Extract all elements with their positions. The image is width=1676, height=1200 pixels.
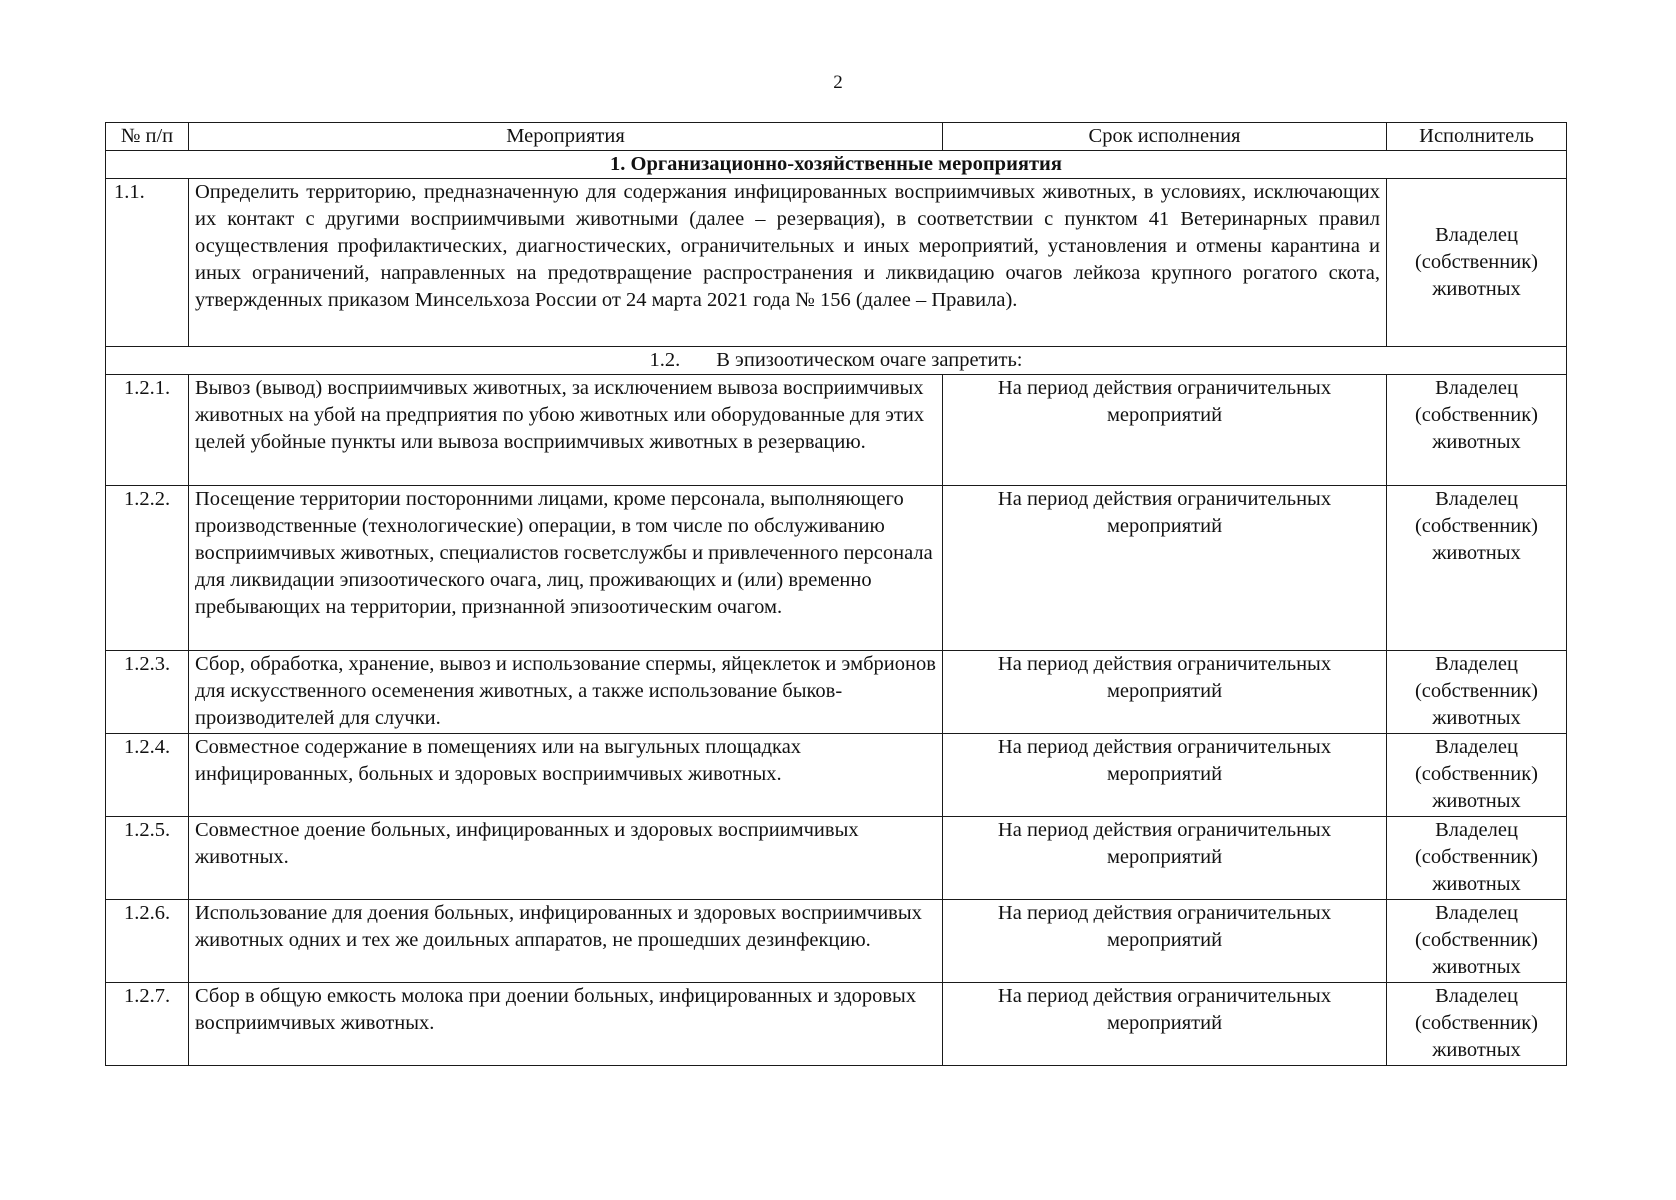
row-number: 1.2.3. bbox=[106, 651, 189, 734]
row-measure: Посещение территории посторонними лицами, кроме персонала, выполняющего производственные (технологические) операции, в том числе по обслуживанию восприимчивых животных, специалистов госветслужбы и привлеченного персонала для ликвидации эпизоотического очага, лиц, проживающих и (или) временно пребывающих на территории, признанной эпизоотическим очагом. bbox=[189, 486, 943, 651]
subsection-cell bbox=[106, 347, 1567, 375]
header-deadline: Срок исполнения bbox=[943, 123, 1387, 151]
table-row bbox=[106, 734, 1567, 817]
row-deadline: На период действия ограничительных мероприятий bbox=[943, 900, 1387, 983]
header-measures: Мероприятия bbox=[189, 123, 943, 151]
row-measure: Сбор в общую емкость молока при доении больных, инфицированных и здоровых восприимчивых животных. bbox=[189, 983, 943, 1066]
header-num: № п/п bbox=[106, 123, 189, 151]
table-header-row bbox=[106, 123, 1567, 151]
subsection-heading-row bbox=[106, 347, 1567, 375]
row-number: 1.2.4. bbox=[106, 734, 189, 817]
row-measure: Определить территорию, предназначенную для содержания инфицированных восприимчивых животных, в условиях, исключающих их контакт с другими восприимчивыми животными (далее – резервация), в соответствии с пунктом 41 Ветеринарных правил осуществления профилактических, диагностических, ограничительных и иных мероприятий, установления и отмены карантина и иных ограничений, направленных на предотвращение распространения и ликвидацию очагов лейкоза крупного рогатого скота, утвержденных приказом Минсельхоза России от 24 марта 2021 года № 156 (далее – Правила). bbox=[189, 179, 1387, 347]
table-row bbox=[106, 651, 1567, 734]
row-executor: Владелец (собственник) животных bbox=[1387, 651, 1567, 734]
row-measure: Сбор, обработка, хранение, вывоз и использование спермы, яйцеклеток и эмбрионов для искусственного осеменения животных, а также использование быков-производителей для случки. bbox=[189, 651, 943, 734]
row-measure: Использование для доения больных, инфицированных и здоровых восприимчивых животных одних и тех же доильных аппаратов, не прошедших дезинфекцию. bbox=[189, 900, 943, 983]
table-row bbox=[106, 375, 1567, 486]
row-executor: Владелец (собственник) животных bbox=[1387, 486, 1567, 651]
row-number: 1.2.7. bbox=[106, 983, 189, 1066]
row-number: 1.2.2. bbox=[106, 486, 189, 651]
row-executor: Владелец (собственник) животных bbox=[1387, 375, 1567, 486]
header-executor: Исполнитель bbox=[1387, 123, 1567, 151]
row-deadline: На период действия ограничительных мероприятий bbox=[943, 817, 1387, 900]
row-deadline: На период действия ограничительных мероприятий bbox=[943, 734, 1387, 817]
row-measure: Вывоз (вывод) восприимчивых животных, за исключением вывоза восприимчивых животных на убой на предприятия по убою животных или оборудованные для этих целей убойные пункты или вывоза восприимчивых животных в резервацию. bbox=[189, 375, 943, 486]
row-deadline: На период действия ограничительных мероприятий bbox=[943, 375, 1387, 486]
section-heading-row bbox=[106, 151, 1567, 179]
row-deadline: На период действия ограничительных мероприятий bbox=[943, 983, 1387, 1066]
page-number: 2 bbox=[833, 72, 843, 93]
row-measure: Совместное доение больных, инфицированных и здоровых восприимчивых животных. bbox=[189, 817, 943, 900]
row-number: 1.2.5. bbox=[106, 817, 189, 900]
row-executor: Владелец (собственник) животных bbox=[1387, 900, 1567, 983]
row-number: 1.2.6. bbox=[106, 900, 189, 983]
row-executor: Владелец (собственник) животных bbox=[1387, 734, 1567, 817]
table-row bbox=[106, 983, 1567, 1066]
table-row bbox=[106, 817, 1567, 900]
row-measure: Совместное содержание в помещениях или на выгульных площадках инфицированных, больных и здоровых восприимчивых животных. bbox=[189, 734, 943, 817]
subsection-title: В эпизоотическом очаге запретить: bbox=[716, 349, 1023, 371]
row-executor: Владелец (собственник) животных bbox=[1387, 983, 1567, 1066]
row-executor: Владелец (собственник) животных bbox=[1387, 179, 1567, 347]
measures-table bbox=[105, 122, 1567, 1066]
table-row bbox=[106, 900, 1567, 983]
row-executor: Владелец (собственник) животных bbox=[1387, 817, 1567, 900]
subsection-number: 1.2. bbox=[649, 349, 681, 371]
row-deadline: На период действия ограничительных мероприятий bbox=[943, 651, 1387, 734]
row-number: 1.1. bbox=[106, 179, 189, 347]
table-row bbox=[106, 179, 1567, 347]
row-deadline: На период действия ограничительных мероприятий bbox=[943, 486, 1387, 651]
table-row bbox=[106, 486, 1567, 651]
row-number: 1.2.1. bbox=[106, 375, 189, 486]
section-title: 1. Организационно-хозяйственные мероприятия bbox=[106, 151, 1567, 179]
